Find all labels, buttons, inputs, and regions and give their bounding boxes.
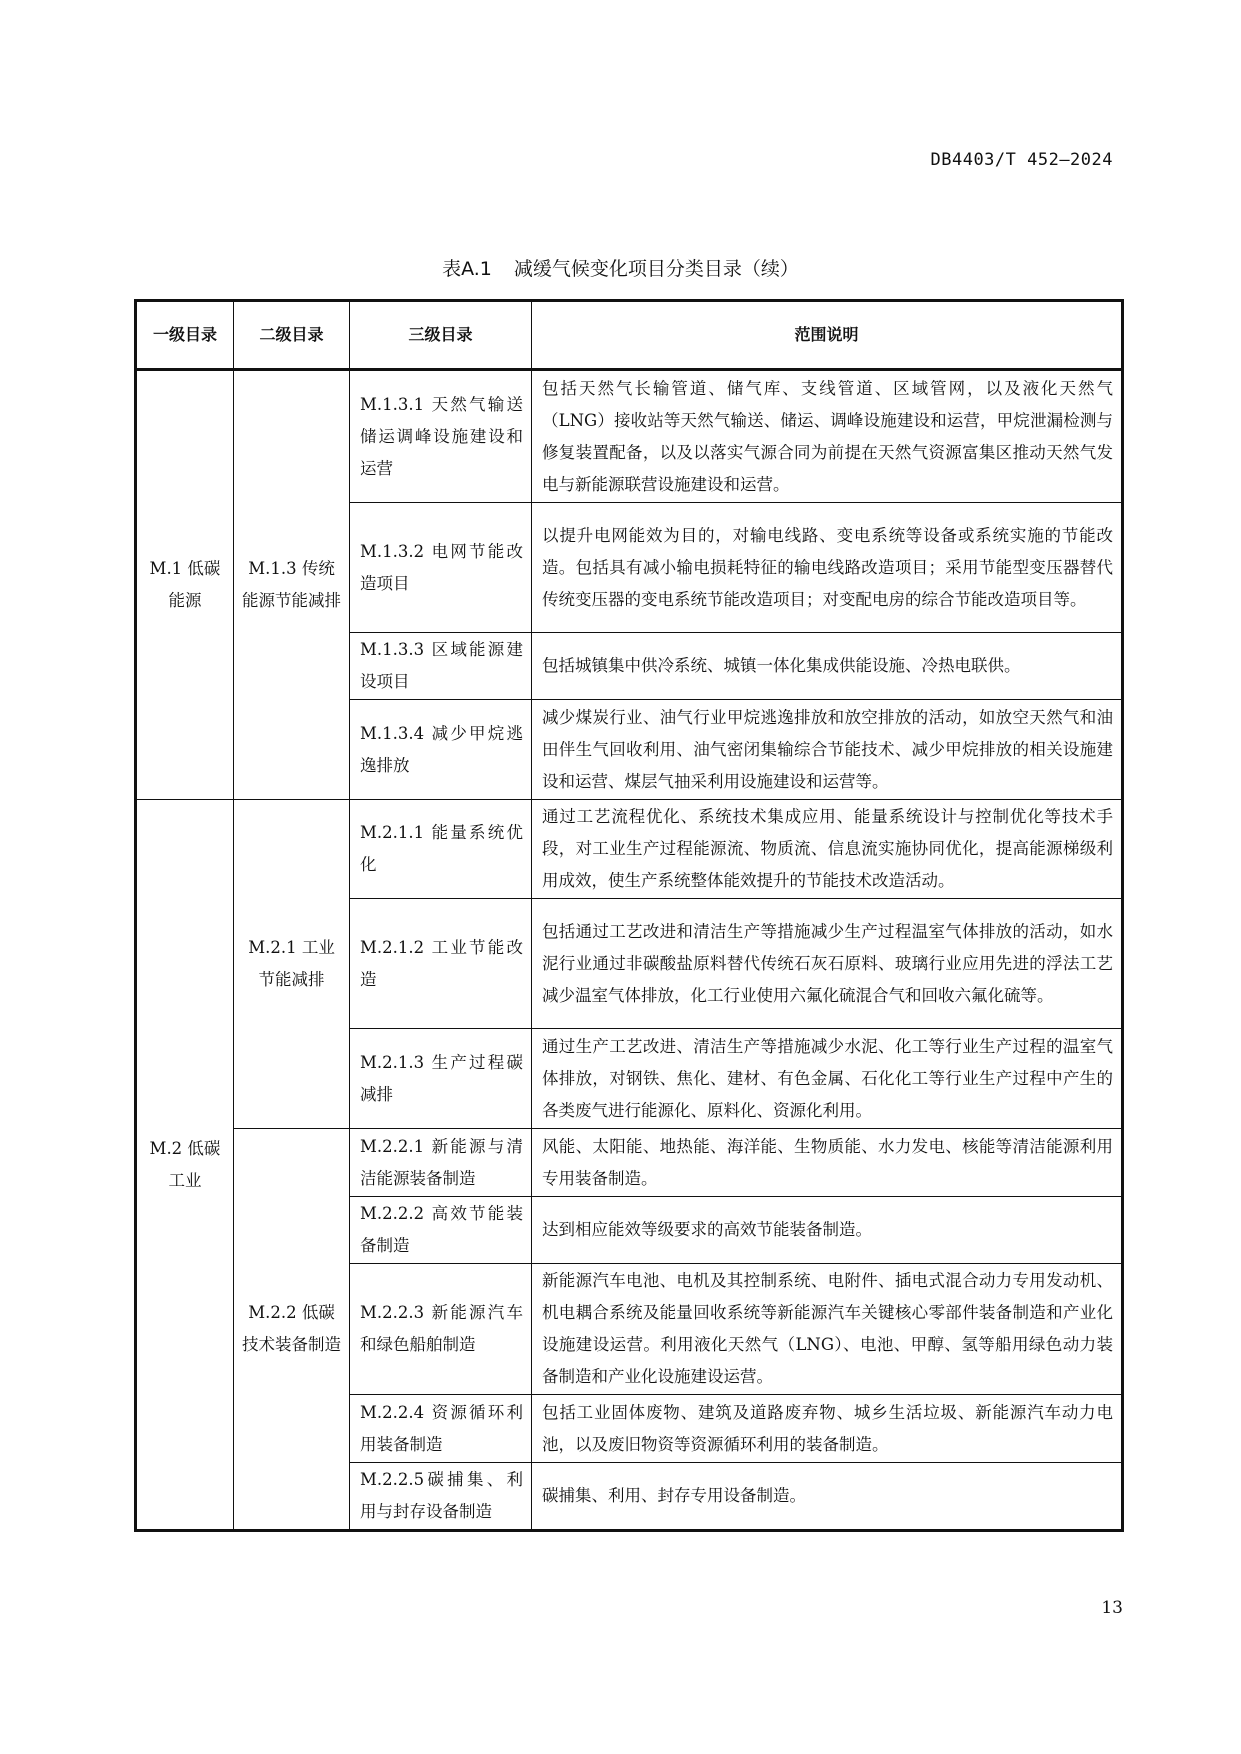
column-header-level2: 二级目录 [234, 301, 350, 370]
classification-table [134, 299, 1124, 1532]
scope-cell: 减少煤炭行业、油气行业甲烷逃逸排放和放空排放的活动，如放空天然气和油田伴生气回收利用、油气密闭集输综合节能技术、减少甲烷排放的相关设施建设和运营、煤层气抽采利用设施建设和运营等。 [532, 700, 1123, 800]
scope-cell: 包括工业固体废物、建筑及道路废弃物、城乡生活垃圾、新能源汽车动力电池，以及废旧物资等资源循环利用的装备制造。 [532, 1395, 1123, 1463]
level2-cell: M.2.2 低碳技术装备制造 [234, 1129, 350, 1531]
level3-cell: M.2.2.4 资源循环利用装备制造 [350, 1395, 532, 1463]
table-title-number: 表A.1 [442, 258, 492, 280]
scope-cell: 包括天然气长输管道、储气库、支线管道、区域管网，以及液化天然气（LNG）接收站等天然气输送、储运、调峰设施建设和运营，甲烷泄漏检测与修复装置配备，以及以落实气源合同为前提在天然气资源富集区推动天然气发电与新能源联营设施建设和运营。 [532, 370, 1123, 503]
level3-cell: M.2.2.3 新能源汽车和绿色船舶制造 [350, 1264, 532, 1395]
table-header-row [136, 301, 1123, 370]
document-code: DB4403/T 452—2024 [930, 150, 1113, 170]
level3-cell: M.2.1.1 能量系统优化 [350, 800, 532, 899]
scope-cell: 包括通过工艺改进和清洁生产等措施减少生产过程温室气体排放的活动，如水泥行业通过非碳酸盐原料替代传统石灰石原料、玻璃行业应用先进的浮法工艺减少温室气体排放，化工行业使用六氟化硫混合气和回收六氟化硫等。 [532, 899, 1123, 1029]
level3-cell: M.1.3.1 天然气输送储运调峰设施建设和运营 [350, 370, 532, 503]
table-row [136, 370, 1123, 503]
page-number: 13 [1101, 1598, 1123, 1618]
level1-cell: M.1 低碳能源 [136, 370, 234, 800]
scope-cell: 碳捕集、利用、封存专用设备制造。 [532, 1463, 1123, 1531]
scope-cell: 达到相应能效等级要求的高效节能装备制造。 [532, 1197, 1123, 1264]
table-row [136, 1129, 1123, 1197]
scope-cell: 通过工艺流程优化、系统技术集成应用、能量系统设计与控制优化等技术手段，对工业生产过程能源流、物质流、信息流实施协同优化，提高能源梯级利用成效，使生产系统整体能效提升的节能技术改造活动。 [532, 800, 1123, 899]
table-row [136, 800, 1123, 899]
scope-cell: 通过生产工艺改进、清洁生产等措施减少水泥、化工等行业生产过程的温室气体排放，对钢铁、焦化、建材、有色金属、石化化工等行业生产过程中产生的各类废气进行能源化、原料化、资源化利用。 [532, 1029, 1123, 1129]
level3-cell: M.2.1.2 工业节能改造 [350, 899, 532, 1029]
level2-cell: M.1.3 传统能源节能减排 [234, 370, 350, 800]
level2-cell: M.2.1 工业节能减排 [234, 800, 350, 1129]
level3-cell: M.1.3.2 电网节能改造项目 [350, 503, 532, 633]
level3-cell: M.2.1.3 生产过程碳减排 [350, 1029, 532, 1129]
scope-cell: 以提升电网能效为目的，对输电线路、变电系统等设备或系统实施的节能改造。包括具有减小输电损耗特征的输电线路改造项目；采用节能型变压器替代传统变压器的变电系统节能改造项目；对变配电房的综合节能改造项目等。 [532, 503, 1123, 633]
level3-cell: M.2.2.1 新能源与清洁能源装备制造 [350, 1129, 532, 1197]
scope-cell: 包括城镇集中供冷系统、城镇一体化集成供能设施、冷热电联供。 [532, 633, 1123, 700]
column-header-level3: 三级目录 [350, 301, 532, 370]
scope-cell: 风能、太阳能、地热能、海洋能、生物质能、水力发电、核能等清洁能源利用专用装备制造。 [532, 1129, 1123, 1197]
table-title-text: 减缓气候变化项目分类目录（续） [513, 258, 799, 280]
table-title [0, 254, 1241, 281]
level3-cell: M.2.2.2 高效节能装备制造 [350, 1197, 532, 1264]
level1-cell: M.2 低碳工业 [136, 800, 234, 1531]
scope-cell: 新能源汽车电池、电机及其控制系统、电附件、插电式混合动力专用发动机、机电耦合系统及能量回收系统等新能源汽车关键核心零部件装备制造和产业化设施建设运营。利用液化天然气（LNG）、电池、甲醇、氢等船用绿色动力装备制造和产业化设施建设运营。 [532, 1264, 1123, 1395]
level3-cell: M.2.2.5碳捕集、利用与封存设备制造 [350, 1463, 532, 1531]
column-header-level1: 一级目录 [136, 301, 234, 370]
level3-cell: M.1.3.4 减少甲烷逃逸排放 [350, 700, 532, 800]
level3-cell: M.1.3.3 区域能源建设项目 [350, 633, 532, 700]
column-header-scope: 范围说明 [532, 301, 1123, 370]
